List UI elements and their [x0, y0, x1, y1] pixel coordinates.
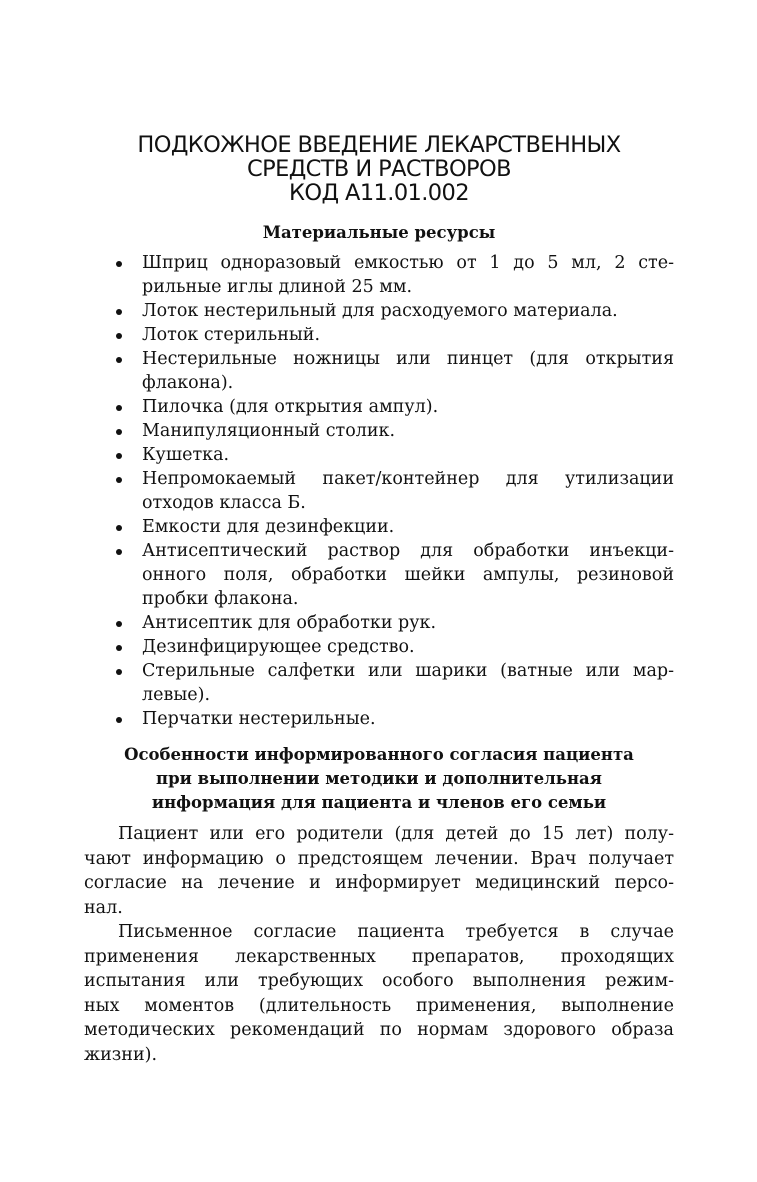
paragraph-line: нал.: [84, 897, 123, 918]
bullet-icon: [116, 621, 122, 627]
paragraph-line: согласие на лечение и информирует медицинский персо-: [84, 873, 674, 893]
list-item-line: Перчатки нестерильные.: [142, 709, 376, 729]
list-item: [84, 443, 674, 467]
paragraph-line: ных моментов (длительность применения, выполнение: [84, 995, 674, 1016]
list-item-line: Непромокаемый пакет/контейнер для утилизации: [142, 469, 674, 489]
list-item: [84, 659, 674, 707]
title-line: КОД А11.01.002: [289, 180, 469, 206]
bullet-icon: [116, 645, 122, 651]
bullet-icon: [116, 525, 122, 531]
list-item-line: Пилочка (для открытия ампул).: [142, 397, 439, 417]
title-line: ПОДКОЖНОЕ ВВЕДЕНИЕ ЛЕКАРСТВЕННЫХ: [137, 132, 621, 158]
list-item: [84, 395, 674, 419]
paragraph-line: Пациент или его родители (для детей до 15 лет) полу-: [118, 824, 674, 844]
list-item: [84, 299, 674, 323]
list-item-line: пробки флакона.: [142, 589, 299, 609]
consent-heading-line: Особенности информированного согласия пациента: [124, 745, 634, 764]
paragraph-line: методических рекомендаций по нормам здорового образа: [84, 1020, 674, 1040]
paragraph-line: применения лекарственных препаратов, проходящих: [84, 946, 674, 967]
materials-list: [84, 251, 674, 731]
list-item-line: Антисептик для обработки рук.: [142, 613, 437, 633]
list-item: [84, 539, 674, 611]
bullet-icon: [116, 453, 122, 459]
list-item-line: флакона).: [142, 373, 234, 393]
list-item-line: Лоток нестерильный для расходуемого материала.: [142, 301, 618, 321]
list-item-line: отходов класса Б.: [142, 493, 306, 513]
paragraph-line: испытания или требующих особого выполнения режим-: [84, 971, 674, 991]
list-item-line: Манипуляционный столик.: [142, 421, 396, 441]
bullet-icon: [116, 717, 122, 723]
list-item: [84, 251, 674, 299]
bullet-icon: [116, 405, 122, 411]
consent-heading-line: при выполнении методики и дополнительная: [156, 769, 602, 788]
paragraph: [84, 920, 674, 1067]
list-item: [84, 467, 674, 515]
bullet-icon: [116, 669, 122, 675]
list-item: [84, 707, 674, 731]
list-item-line: Стерильные салфетки или шарики (ватные или мар-: [142, 661, 674, 681]
bullet-icon: [116, 261, 122, 267]
list-item: [84, 323, 674, 347]
list-item-line: Дезинфицирующее средство.: [142, 637, 415, 657]
list-item-line: Антисептический раствор для обработки инъекци-: [142, 541, 674, 561]
list-item-line: Шприц одноразовый емкостью от 1 до 5 мл, 2 сте-: [142, 253, 674, 273]
list-item: [84, 347, 674, 395]
bullet-icon: [116, 309, 122, 315]
paragraph-line: жизни).: [84, 1044, 158, 1065]
document-page: [84, 0, 674, 1182]
materials-heading: Материальные ресурсы: [262, 223, 496, 242]
list-item-line: онного поля, обработки шейки ампулы, резиновой: [142, 565, 674, 585]
list-item: [84, 635, 674, 659]
list-item-line: Лоток стерильный.: [142, 325, 321, 345]
bullet-icon: [116, 357, 122, 363]
list-item: [84, 611, 674, 635]
list-item-line: Нестерильные ножницы или пинцет (для открытия: [142, 349, 674, 369]
consent-heading-line: информация для пациента и членов его семьи: [151, 793, 607, 812]
list-item-line: рильные иглы длиной 25 мм.: [142, 277, 413, 297]
paragraph: [84, 822, 674, 920]
page-title: [84, 133, 674, 205]
paragraph-line: чают информацию о предстоящем лечении. Врач получает: [84, 848, 674, 869]
list-item: [84, 515, 674, 539]
paragraph-line: Письменное согласие пациента требуется в случае: [118, 922, 674, 942]
consent-body: [84, 822, 674, 1067]
list-item-line: Емкости для дезинфекции.: [142, 517, 395, 537]
bullet-icon: [116, 429, 122, 435]
title-line: СРЕДСТВ И РАСТВОРОВ: [247, 156, 511, 182]
list-item-line: левые).: [142, 685, 211, 705]
bullet-icon: [116, 333, 122, 339]
consent-heading: [84, 743, 674, 815]
list-item: [84, 419, 674, 443]
bullet-icon: [116, 549, 122, 555]
list-item-line: Кушетка.: [142, 445, 230, 465]
bullet-icon: [116, 477, 122, 483]
